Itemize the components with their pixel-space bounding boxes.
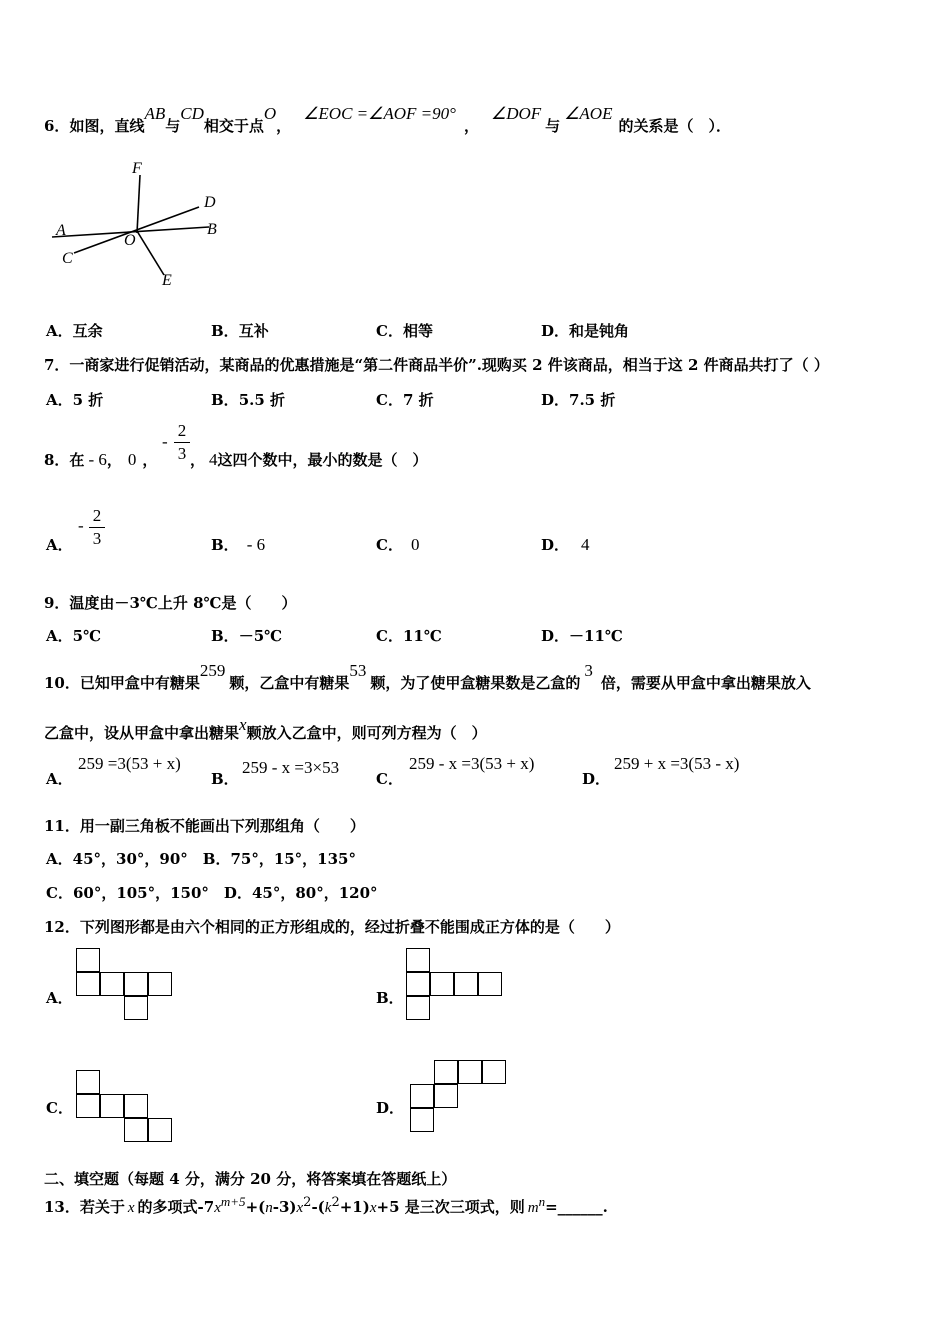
label-e: E xyxy=(162,272,172,289)
q13-var: x xyxy=(214,1200,221,1216)
option-text: 5.5 折 xyxy=(238,391,286,409)
q7-option-d[interactable] xyxy=(541,389,615,410)
q6-number: 6． xyxy=(44,117,70,135)
option-letter: A． xyxy=(46,391,73,409)
option-text: 4 xyxy=(581,535,590,554)
option-letter: B． xyxy=(211,770,239,788)
q13-stem xyxy=(44,1194,608,1217)
q8-fraction xyxy=(174,421,190,464)
q12-option-d[interactable]: D． xyxy=(376,1099,405,1117)
label-o: O xyxy=(124,232,136,249)
q12-stem: 12．下列图形都是由六个相同的正方形组成的，经过折叠不能围成正方体的是（ ） xyxy=(44,918,620,936)
q8-separator: ， xyxy=(190,451,206,469)
q8-a-den: 3 xyxy=(92,529,102,548)
q13-exponent: 2 xyxy=(331,1195,340,1210)
q13-var: m xyxy=(527,1200,539,1216)
q13-exponent: 2 xyxy=(303,1195,312,1210)
q8-a-fraction xyxy=(89,506,105,549)
ray-oe xyxy=(137,231,164,275)
q9-stem: 9．温度由－3℃上升 8℃是（ ） xyxy=(44,594,297,612)
option-text: 和是钝角 xyxy=(569,322,630,340)
q6-option-d[interactable] xyxy=(541,320,629,341)
option-text: 相等 xyxy=(402,322,433,340)
q10-number-259: 259 xyxy=(199,661,226,680)
q6-text: ， xyxy=(463,117,479,135)
q10-stem-line2 xyxy=(44,715,487,743)
q8-number-4: 4 xyxy=(209,450,218,469)
section-2-heading: 二、填空题（每题 4 分，满分 20 分，将答案填在答题纸上） xyxy=(44,1170,457,1188)
q10-option-c[interactable] xyxy=(376,768,403,789)
q13-text: +1) xyxy=(339,1198,370,1216)
q10-number-3: 3 xyxy=(584,661,593,680)
q13-answer-blank[interactable]: =______. xyxy=(545,1198,608,1216)
option-letter: D． xyxy=(541,627,570,645)
q6-text: 的关系是（ ）． xyxy=(618,117,731,135)
q10-stem-line1 xyxy=(44,661,811,693)
q13-text: 13．若关于 xyxy=(44,1198,125,1216)
q13-var: x xyxy=(369,1200,377,1216)
q6-angle-dof: ∠DOF xyxy=(490,104,542,123)
option-text: 11℃ xyxy=(402,627,442,645)
q8-a-num: 2 xyxy=(92,506,102,525)
option-text: - 6 xyxy=(246,535,266,554)
q6-option-c[interactable] xyxy=(376,320,433,341)
option-letter: D． xyxy=(541,391,570,409)
q10-variable-x: x xyxy=(239,715,247,734)
q10-a-equation: 259 =3(53 + x) xyxy=(78,754,181,773)
q6-condition: ∠EOC =∠AOF =90° xyxy=(303,104,456,123)
q6-line-cd: CD xyxy=(180,104,204,123)
option-letter: D． xyxy=(582,770,611,788)
q6-line-ab: AB xyxy=(144,104,166,123)
option-letter: D． xyxy=(541,322,570,340)
q6-text: 与 xyxy=(545,117,561,135)
option-text: 7 折 xyxy=(402,391,434,409)
q6-angle-aoe: ∠AOE xyxy=(564,104,613,123)
q10-text: 乙盒中，设从甲盒中拿出糖果 xyxy=(44,724,240,742)
option-text: 互余 xyxy=(72,322,103,340)
option-text: 互补 xyxy=(238,322,269,340)
q12-option-a[interactable]: A． xyxy=(46,989,73,1007)
label-b: B xyxy=(207,221,217,238)
q7-stem: 7．一商家进行促销活动，某商品的优惠措施是“第二件商品半价”.现购买 2 件该商品，相当于这 2 件商品共打了（ ） xyxy=(44,356,829,374)
q6-option-a[interactable] xyxy=(46,320,103,341)
option-letter: D． xyxy=(541,536,570,554)
q8-separator: ， xyxy=(142,451,158,469)
option-letter: A． xyxy=(46,536,73,554)
option-letter: B． xyxy=(211,391,239,409)
q10-text: 10．已知甲盒中有糖果 xyxy=(44,674,200,692)
q10-number-53: 53 xyxy=(349,661,367,680)
q13-exponent: n xyxy=(538,1194,546,1209)
q6-text: 相交于点 xyxy=(203,117,264,135)
q10-text: 颗，乙盒中有糖果 xyxy=(229,674,350,692)
label-c: C xyxy=(62,250,73,267)
q11-stem: 11．用一副三角板不能画出下列那组角（ ） xyxy=(44,817,365,835)
q9-option-c[interactable] xyxy=(376,625,442,646)
q13-var: n xyxy=(265,1200,273,1216)
q13-text: 的多项式-7 xyxy=(137,1198,215,1216)
q10-option-d[interactable] xyxy=(582,768,610,789)
q8-option-c[interactable] xyxy=(376,534,419,555)
q6-point-o: O xyxy=(263,104,277,123)
option-text: －11℃ xyxy=(569,627,623,645)
q10-option-a[interactable] xyxy=(46,768,73,789)
q10-c-equation: 259 - x =3(53 + x) xyxy=(409,754,535,773)
option-text: 5 折 xyxy=(72,391,104,409)
q13-var: x xyxy=(296,1200,304,1216)
q8-text: 这四个数中，最小的数是（ ） xyxy=(217,451,428,469)
q13-var: k xyxy=(324,1200,332,1216)
q10-option-b[interactable] xyxy=(211,768,239,789)
label-a: A xyxy=(56,222,66,239)
q9-option-a[interactable] xyxy=(46,625,101,646)
label-d: D xyxy=(204,194,216,211)
option-letter: C． xyxy=(376,322,403,340)
option-text: －5℃ xyxy=(238,627,283,645)
q8-frac-den: 3 xyxy=(177,444,187,463)
option-letter: B． xyxy=(211,322,239,340)
option-letter: B． xyxy=(211,627,239,645)
q10-b-equation: 259 - x =3×53 xyxy=(242,758,340,777)
q8-text: 8．在 xyxy=(44,451,85,469)
q10-text: 颗放入乙盒中，则可列方程为（ ） xyxy=(246,724,487,742)
q10-text: 颗，为了使甲盒糖果数是乙盒的 xyxy=(370,674,581,692)
q13-text: +( xyxy=(245,1198,266,1216)
q10-d-equation: 259 + x =3(53 - x) xyxy=(614,754,740,773)
q8-a-neg: - xyxy=(78,516,84,535)
q8-frac-num: 2 xyxy=(177,421,187,440)
option-text: 5℃ xyxy=(72,627,102,645)
q13-var: x xyxy=(127,1200,135,1216)
q7-option-a[interactable] xyxy=(46,389,103,410)
q6-text: 与 xyxy=(165,117,181,135)
q12-option-c[interactable]: C． xyxy=(46,1099,73,1117)
q6-option-b[interactable] xyxy=(211,320,269,341)
option-letter: A． xyxy=(46,627,73,645)
q8-separator: ， xyxy=(106,451,122,469)
q8-option-a[interactable] xyxy=(46,534,73,555)
label-f: F xyxy=(132,160,142,177)
q6-text: 如图，直线 xyxy=(69,117,145,135)
q6-stem xyxy=(44,104,731,136)
q11-options-line2[interactable]: C．60°，105°，150° D．45°，80°，120° xyxy=(46,884,378,902)
q6-text: ， xyxy=(276,117,292,135)
q6-figure xyxy=(44,155,234,295)
fraction-bar xyxy=(89,527,105,528)
q8-frac-neg: - xyxy=(162,432,168,451)
option-letter: C． xyxy=(376,627,403,645)
option-text: 0 xyxy=(410,535,420,554)
q8-number-2: 0 xyxy=(127,450,137,469)
q12-option-b[interactable]: B． xyxy=(376,989,404,1007)
q8-number-1: - 6 xyxy=(88,450,107,469)
q9-option-d[interactable] xyxy=(541,625,623,646)
q8-stem-end xyxy=(190,449,428,470)
q13-text: -( xyxy=(311,1198,325,1216)
option-letter: B． xyxy=(211,536,239,554)
fraction-bar xyxy=(174,442,190,443)
q11-options-line1[interactable]: A．45°，30°，90° B．75°，15°，135° xyxy=(46,850,356,868)
option-letter: C． xyxy=(376,391,403,409)
q9-option-b[interactable] xyxy=(211,625,282,646)
q7-option-b[interactable] xyxy=(211,389,285,410)
option-letter: A． xyxy=(46,322,73,340)
option-letter: C． xyxy=(376,770,403,788)
q8-option-b[interactable] xyxy=(211,534,265,555)
q8-stem xyxy=(44,449,157,470)
q7-option-c[interactable] xyxy=(376,389,434,410)
q13-text: +5 是三次三项式，则 xyxy=(376,1198,525,1216)
option-letter: C． xyxy=(376,536,403,554)
q10-text: 倍，需要从甲盒中拿出糖果放入 xyxy=(600,674,811,692)
q13-exponent: m+5 xyxy=(220,1194,246,1209)
q8-option-d[interactable] xyxy=(541,534,590,555)
q13-text: -3) xyxy=(272,1198,297,1216)
option-letter: A． xyxy=(46,770,73,788)
option-text: 7.5 折 xyxy=(569,391,616,409)
ray-of xyxy=(137,175,140,233)
